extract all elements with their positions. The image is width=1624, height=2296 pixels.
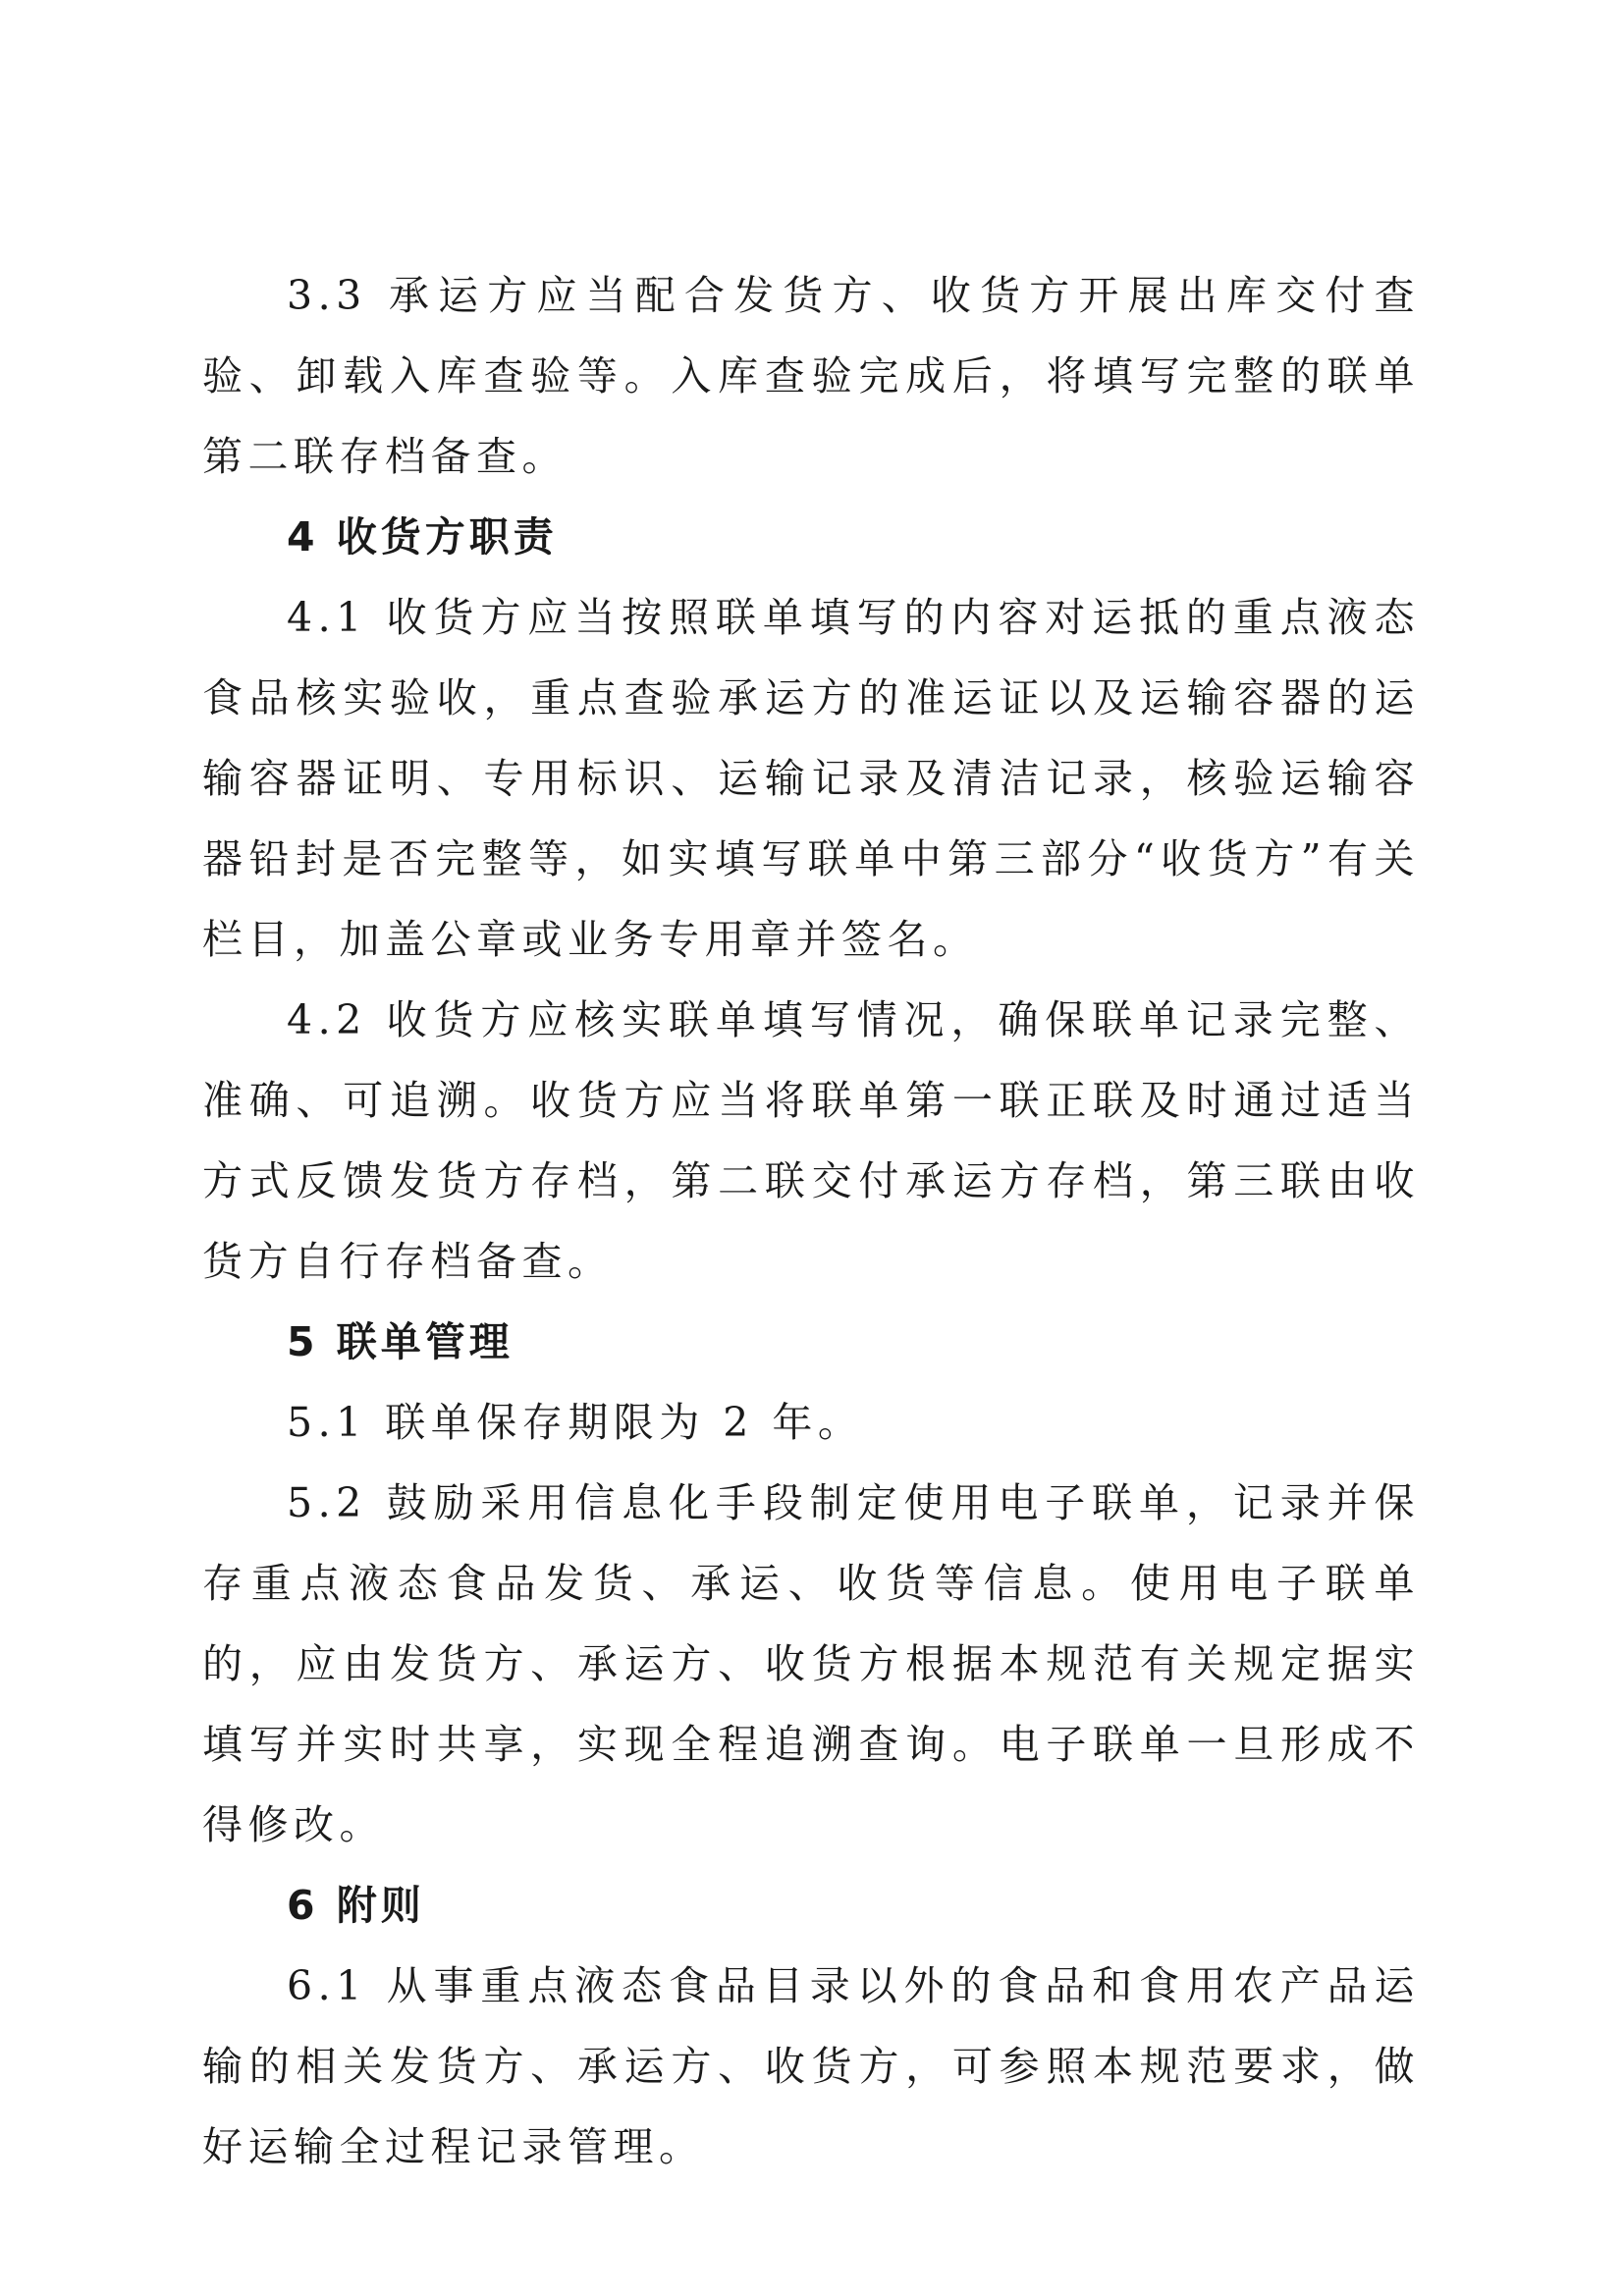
section-heading-5: 5 联单管理: [287, 1318, 514, 1365]
clause-4-2: 4.2 收货方应核实联单填写情况，确保联单记录完整、准确、可追溯。收货方应当将联单第一联正联及时通过适当方式反馈发货方存档，第二联交付承运方存档，第三联由收货方自行存档备查。: [202, 996, 1420, 1285]
section-heading-6: 6 附则: [287, 1882, 425, 1929]
document-body: [202, 255, 1420, 2187]
clause-6-1: 6.1 从事重点液态食品目录以外的食品和食用农产品运输的相关发货方、承运方、收货方，可参照本规范要求，做好运输全过程记录管理。: [202, 1962, 1420, 2170]
section-heading-4: 4 收货方职责: [287, 513, 558, 561]
clause-5-1: 5.1 联单保存期限为 2 年。: [287, 1399, 864, 1446]
clause-5-2: 5.2 鼓励采用信息化手段制定使用电子联单，记录并保存重点液态食品发货、承运、收货等信息。使用电子联单的，应由发货方、承运方、收货方根据本规范有关规定据实填写并实时共享，实现全程追溯查询。电子联单一旦形成不得修改。: [202, 1479, 1420, 1848]
clause-3-3: 3.3 承运方应当配合发货方、收货方开展出库交付查验、卸载入库查验等。入库查验完成后，将填写完整的联单第二联存档备查。: [202, 272, 1420, 480]
clause-4-1: 4.1 收货方应当按照联单填写的内容对运抵的重点液态食品核实验收，重点查验承运方的准运证以及运输容器的运输容器证明、专用标识、运输记录及清洁记录，核验运输容器铅封是否完整等，如实填写联单中第三部分“收货方”有关栏目，加盖公章或业务专用章并签名。: [202, 594, 1420, 963]
